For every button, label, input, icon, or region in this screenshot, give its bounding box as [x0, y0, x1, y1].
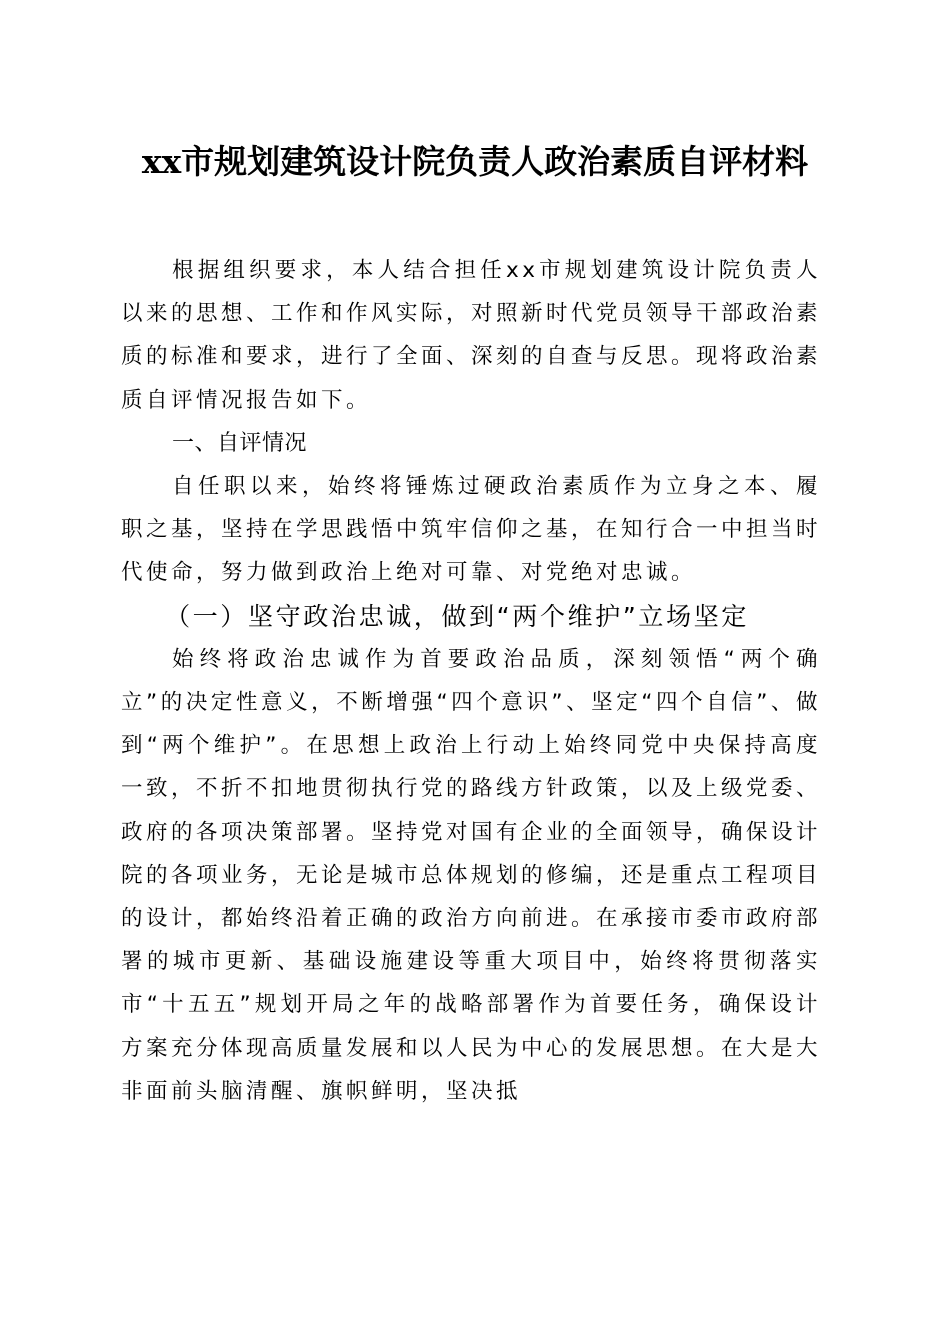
subsection-body-paragraph: 始终将政治忠诚作为首要政治品质，深刻领悟“两个确立”的决定性意义，不断增强“四个意识”、坚定“四个自信”、做到“两个维护”。在思想上政治上行动上始终同党中央保持高度一致，不折不扣地贯彻执行党的路线方针政策，以及上级党委、政府的各项决策部署。坚持党对国有企业的全面领导，确保设计院的各项业务，无论是城市总体规划的修编，还是重点工程项目的设计，都始终沿着正确的政治方向前进。在承接市委市政府部署的城市更新、基础设施建设等重大项目中，始终将贯彻落实市“十五五”规划开局之年的战略部署作为首要任务，确保设计方案充分体现高质量发展和以人民为中心的发展思想。在大是大非面前头脑清醒、旗帜鲜明，坚决抵: [121, 646, 822, 1104]
section-intro-paragraph: 自任职以来，始终将锤炼过硬政治素质作为立身之本、履职之基，坚持在学思践悟中筑牢信仰之基，在知行合一中担当时代使命，努力做到政治上绝对可靠、对党绝对忠诚。: [121, 474, 822, 586]
document-title: xx市规划建筑设计院负责人政治素质自评材料: [141, 142, 809, 181]
intro-paragraph: 根据组织要求，本人结合担任xx市规划建筑设计院负责人以来的思想、工作和作风实际，对照新时代党员领导干部政治素质的标准和要求，进行了全面、深刻的自查与反思。现将政治素质自评情况报告如下。: [121, 258, 822, 413]
section-heading-self-evaluation: 一、自评情况: [172, 430, 308, 456]
document-body: [121, 249, 821, 1113]
subsection-heading-political-loyalty: （一）坚守政治忠诚，做到“两个维护”立场坚定: [165, 601, 749, 631]
